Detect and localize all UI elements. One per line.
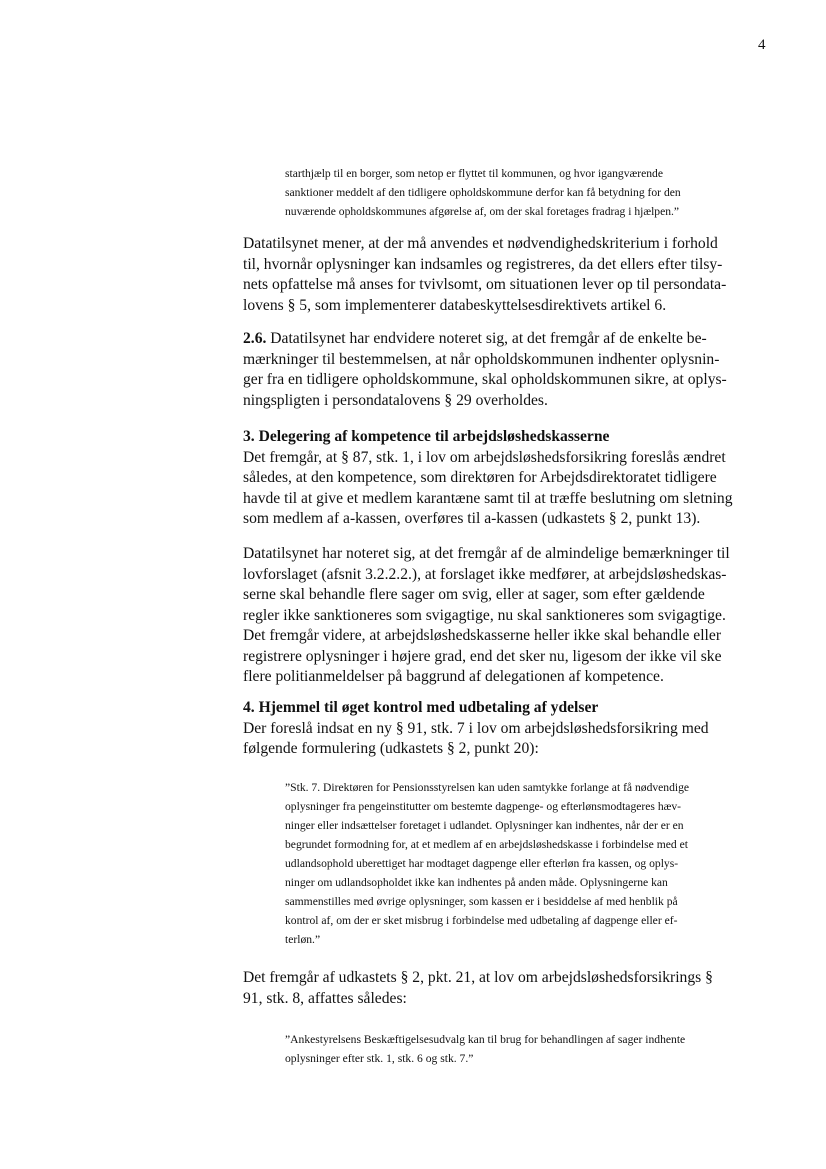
paragraph-line: mærkninger til bestemmelsen, at når opholdskommunen indhenter oplysnin- bbox=[243, 350, 720, 368]
quote-line: nuværende opholdskommunes afgørelse af, om der skal foretages fradrag i hjælpen.” bbox=[285, 205, 680, 218]
quote-line: starthjælp til en borger, som netop er flyttet til kommunen, og hvor igangværende bbox=[285, 167, 663, 180]
paragraph-line: Det fremgår af udkastets § 2, pkt. 21, at lov om arbejdsløshedsforsikrings § bbox=[243, 969, 713, 986]
paragraph-line: serne skal behandle flere sager om svig, eller at sager, som efter gældende bbox=[243, 586, 705, 603]
quote-line: oplysninger efter stk. 1, stk. 6 og stk. 7.” bbox=[285, 1052, 474, 1065]
paragraph-line: Datatilsynet har noteret sig, at det fremgår af de almindelige bemærkninger til bbox=[243, 545, 730, 562]
quote-line: sammenstilles med øvrige oplysninger, som kassen er i besiddelse af med henblik på bbox=[285, 895, 678, 908]
section-4-heading: 4. Hjemmel til øget kontrol med udbetaling af ydelser bbox=[243, 699, 599, 716]
paragraph-line: således, at den kompetence, som direktøren for Arbejdsdirektoratet tidligere bbox=[243, 469, 717, 486]
paragraph-text: Datatilsynet har endvidere noteret sig, at det fremgår af de enkelte be- bbox=[266, 330, 707, 347]
quote-line: udlandsophold uberettiget har modtaget dagpenge eller efterløn fra kassen, og oplys- bbox=[285, 857, 679, 870]
paragraph-line: lovens § 5, som implementerer databeskyttelsesdirektivets artikel 6. bbox=[243, 296, 667, 314]
paragraph-line: ger fra en tidligere opholdskommune, skal opholdskommunen sikre, at oplys- bbox=[243, 371, 727, 388]
paragraph-line: havde til at give et medlem karantæne samt til at træffe beslutning om sletning bbox=[243, 489, 733, 507]
quote-line: ”Ankestyrelsens Beskæftigelsesudvalg kan til brug for behandlingen af sager indhente bbox=[285, 1033, 686, 1046]
block-quote-1 bbox=[285, 164, 681, 221]
paragraph-line: Datatilsynet mener, at der må anvendes et nødvendighedskriterium i forhold bbox=[243, 235, 718, 252]
paragraph-6 bbox=[243, 968, 773, 1009]
section-3-heading: 3. Delegering af kompetence til arbejdsløshedskasserne bbox=[243, 428, 610, 445]
paragraph-line: registrere oplysninger i højere grad, end det sker nu, ligesom der ikke vil ske bbox=[243, 647, 722, 665]
paragraph-line: Det fremgår videre, at arbejdsløshedskasserne heller ikke skal behandle eller bbox=[243, 627, 722, 644]
block-quote-3 bbox=[285, 1030, 685, 1068]
paragraph-line: flere politianmeldelser på baggrund af delegationen af kompetence. bbox=[243, 668, 664, 685]
paragraph-2 bbox=[243, 329, 773, 411]
quote-line: begrundet formodning for, at et medlem af en arbejdsløshedskasse i forbindelse med et bbox=[285, 838, 688, 851]
paragraph-line: følgende formulering (udkastets § 2, punkt 20): bbox=[243, 740, 539, 757]
quote-line: oplysninger fra pengeinstitutter om bestemte dagpenge- og efterlønsmodtageres hæv- bbox=[285, 800, 682, 813]
quote-line: terløn.” bbox=[285, 933, 321, 946]
quote-line: sanktioner meddelt af den tidligere opholdskommune derfor kan få betydning for den bbox=[285, 186, 681, 199]
page-number: 4 bbox=[758, 37, 766, 53]
paragraph-line: som medlem af a-kassen, overføres til a-kassen (udkastets § 2, punkt 13). bbox=[243, 510, 701, 527]
paragraph-1 bbox=[243, 234, 773, 316]
section-number: 2.6. bbox=[243, 330, 267, 347]
paragraph-line: Der foreslå indsat en ny § 91, stk. 7 i lov om arbejdsløshedsforsikring med bbox=[243, 719, 709, 737]
paragraph-line: 91, stk. 8, affattes således: bbox=[243, 989, 407, 1007]
section-4 bbox=[243, 698, 773, 760]
block-quote-2 bbox=[285, 778, 689, 949]
paragraph-line bbox=[243, 329, 773, 350]
quote-line: ”Stk. 7. Direktøren for Pensionsstyrelsen kan uden samtykke forlange at få nødvendige bbox=[285, 781, 690, 794]
paragraph-line: til, hvornår oplysninger kan indsamles og registreres, da det ellers efter tilsy- bbox=[243, 255, 723, 273]
section-3 bbox=[243, 427, 773, 530]
quote-line: ninger om udlandsopholdet ikke kan indhentes på anden måde. Oplysningerne kan bbox=[285, 876, 668, 889]
paragraph-line: Det fremgår, at § 87, stk. 1, i lov om arbejdsløshedsforsikring foreslås ændret bbox=[243, 448, 726, 466]
paragraph-line: regler ikke sanktioneres som svigagtige, nu skal sanktioneres som svigagtige. bbox=[243, 606, 726, 624]
paragraph-line: ningspligten i persondatalovens § 29 overholdes. bbox=[243, 391, 548, 409]
paragraph-line: lovforslaget (afsnit 3.2.2.2.), at forslaget ikke medfører, at arbejdsløshedskas- bbox=[243, 565, 727, 583]
paragraph-4 bbox=[243, 544, 773, 688]
quote-line: ninger eller indsættelser foretaget i udlandet. Oplysninger kan indhentes, når der er en bbox=[285, 819, 684, 832]
paragraph-line: nets opfattelse må anses for tvivlsomt, om situationen lever op til persondata- bbox=[243, 276, 727, 293]
quote-line: kontrol af, om der er sket misbrug i forbindelse med udbetaling af dagpenge eller ef- bbox=[285, 914, 678, 927]
